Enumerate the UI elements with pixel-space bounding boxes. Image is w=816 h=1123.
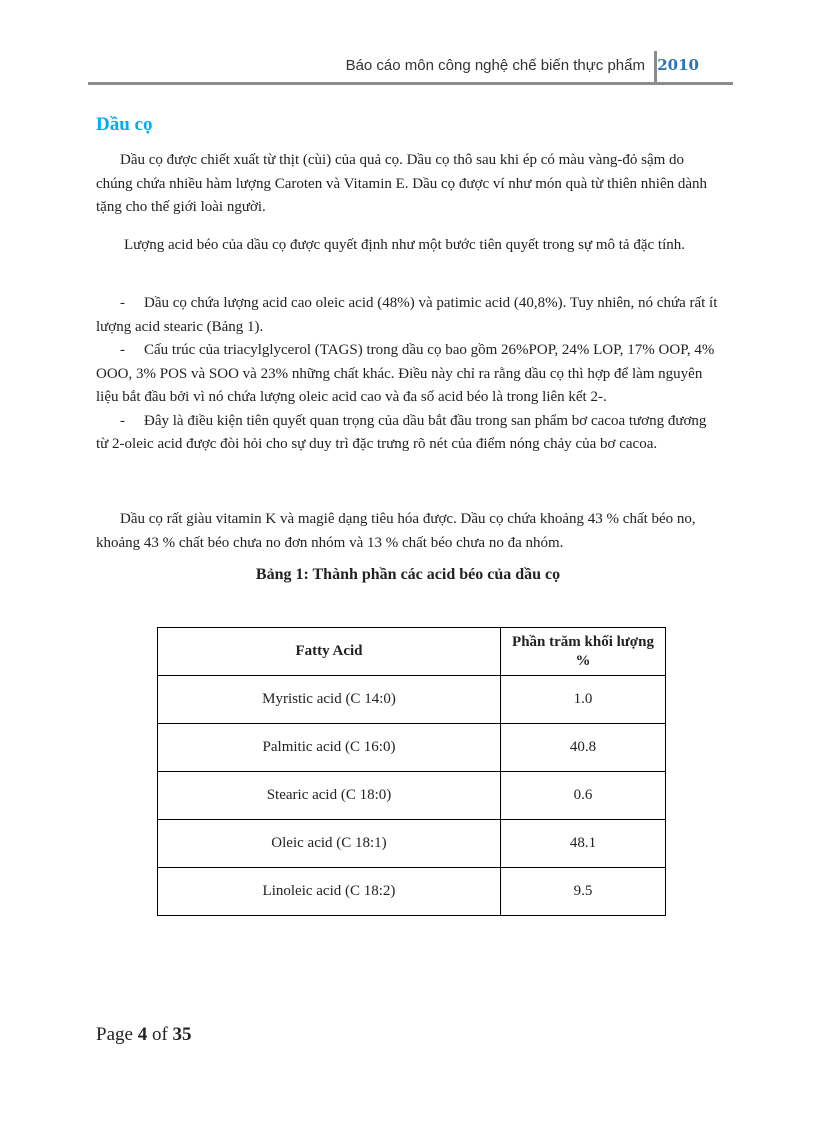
table-caption: Bảng 1: Thành phần các acid béo của dầu cọ xyxy=(255,566,561,583)
column-header-percent: Phần trăm khối lượng % xyxy=(501,628,666,676)
bullet-text: Đây là điều kiện tiên quyết quan trọng của dầu bắt đầu trong san phẩm bơ cacoa tương đương từ 2-oleic acid được đòi hỏi cho sự duy trì đặc trưng rõ nét của điểm nóng chảy của bơ cacoa. xyxy=(96,412,707,452)
table-row xyxy=(158,676,666,724)
fatty-acid-table xyxy=(157,627,666,916)
header-title: Báo cáo môn công nghệ chế biến thực phẩm xyxy=(345,57,645,74)
bullet-item xyxy=(96,339,720,410)
header-year: 2010 xyxy=(657,56,699,74)
bullet-list xyxy=(96,292,720,457)
page-header xyxy=(88,48,733,85)
paragraph-fatty-acid: Lượng acid béo của dầu cọ được quyết định như một bước tiên quyết trong sự mô tả đặc tính. xyxy=(124,237,685,253)
cell-fatty-acid: Linoleic acid (C 18:2) xyxy=(158,868,501,916)
table-row xyxy=(158,868,666,916)
paragraph-intro: Dầu cọ được chiết xuất từ thịt (cùi) của quả cọ. Dầu cọ thô sau khi ép có màu vàng-đỏ sậm do chúng chứa nhiều hàm lượng Caroten và Vitamin E. Dầu cọ được ví như món quà từ thiên nhiên dành tặng cho thế giới loài người. xyxy=(96,152,708,215)
bullet-text: Cấu trúc của triacylglycerol (TAGS) trong dầu cọ bao gồm 26%POP, 24% LOP, 17% OOP, 4% OOO, 3% POS và SOO và 23% những chất khác. Điều này chỉ ra rằng dầu cọ thì hợp để làm nguyên liệu bắt đầu bởi vì nó chứa lượng oleic acid cao và đa số acid béo là trong liên kết 2-. xyxy=(96,342,715,405)
bullet-item xyxy=(96,410,720,457)
bullet-marker: - xyxy=(120,412,125,429)
table-row xyxy=(158,820,666,868)
cell-percent: 40.8 xyxy=(501,724,666,772)
total-pages: 35 xyxy=(172,1024,192,1045)
page-label: Page xyxy=(96,1024,133,1045)
page-footer xyxy=(96,1024,192,1046)
cell-fatty-acid: Palmitic acid (C 16:0) xyxy=(158,724,501,772)
cell-percent: 9.5 xyxy=(501,868,666,916)
section-title: Dầu cọ xyxy=(96,114,153,135)
cell-percent: 1.0 xyxy=(501,676,666,724)
bullet-marker: - xyxy=(120,342,125,358)
cell-fatty-acid: Stearic acid (C 18:0) xyxy=(158,772,501,820)
page-number: 4 xyxy=(137,1024,148,1045)
bullet-marker: - xyxy=(120,295,125,311)
cell-fatty-acid: Oleic acid (C 18:1) xyxy=(158,820,501,868)
bullet-item xyxy=(96,292,720,339)
table-row xyxy=(158,724,666,772)
bullet-text: Dầu cọ chứa lượng acid cao oleic acid (48%) và patimic acid (40,8%). Tuy nhiên, nó chứa rất ít lượng acid stearic (Bảng 1). xyxy=(96,295,718,335)
paragraph-vitamin: Dầu cọ rất giàu vitamin K và magiê dạng tiêu hóa được. Dầu cọ chứa khoảng 43 % chất béo no, khoảng 43 % chất béo chưa no đơn nhóm và 13 % chất béo chưa no đa nhóm. xyxy=(96,511,696,551)
table-header-row xyxy=(158,628,666,676)
cell-fatty-acid: Myristic acid (C 14:0) xyxy=(158,676,501,724)
cell-percent: 0.6 xyxy=(501,772,666,820)
cell-percent: 48.1 xyxy=(501,820,666,868)
of-label: of xyxy=(151,1024,168,1045)
column-header-fatty-acid: Fatty Acid xyxy=(158,628,501,676)
table-row xyxy=(158,772,666,820)
